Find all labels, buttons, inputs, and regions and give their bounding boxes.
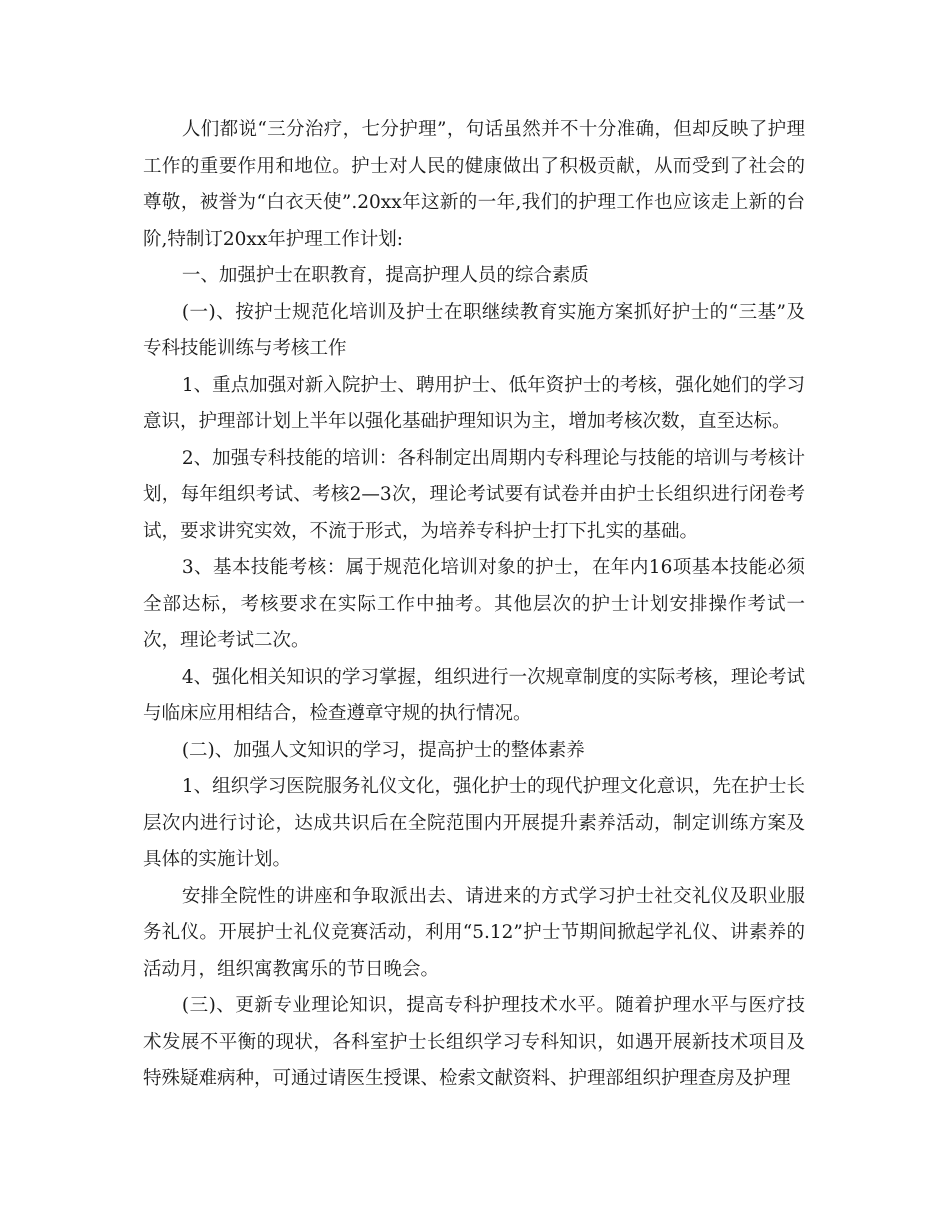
list-item-5: 1、组织学习医院服务礼仪文化，强化护士的现代护理文化意识，先在护士长层次内进行讨论，达成共识后在全院范围内开展提升素养活动，制定训练方案及具体的实施计划。 xyxy=(143,776,805,870)
subsection-heading-1: (一)、按护士规范化培训及护士在职继续教育实施方案抓好护士的“三基”及专科技能训练与考核工作 xyxy=(143,301,805,359)
list-item-2: 2、加强专科技能的培训：各科制定出周期内专科理论与技能的培训与考核计划，每年组织考试、考核2—3次，理论考试要有试卷并由护士长组织进行闭卷考试，要求讲究实效，不流于形式，为培养专科护士打下扎实的基础。 xyxy=(143,447,805,542)
subsection-heading-2: (二)、加强人文知识的学习，提高护士的整体素养 xyxy=(181,739,585,761)
subsection-heading-3: (三)、更新专业理论知识，提高专科护理技术水平。随着护理水平与医疗技术发展不平衡的现状，各科室护士长组织学习专科知识，如遇开展新技术项目及特殊疑难病种，可通过请医生授课、检索文献资料、护理部组织护理查房及护理 xyxy=(143,995,805,1089)
list-item-3: 3、基本技能考核：属于规范化培训对象的护士，在年内16项基本技能必须全部达标，考核要求在实际工作中抽考。其他层次的护士计划安排操作考试一次，理论考试二次。 xyxy=(143,557,805,651)
intro-paragraph: 人们都说“三分治疗，七分护理”，句话虽然并不十分准确，但却反映了护理工作的重要作用和地位。护士对人民的健康做出了积极贡献，从而受到了社会的尊敬，被誉为“白衣天使”.20xx年这新的一年,我们的护理工作也应该走上新的台阶,特制订20xx年护理工作计划: xyxy=(143,119,805,250)
body-paragraph: 安排全院性的讲座和争取派出去、请进来的方式学习护士社交礼仪及职业服务礼仪。开展护士礼仪竞赛活动，利用“5.12”护士节期间掀起学礼仪、讲素养的活动月，组织寓教寓乐的节日晚会。 xyxy=(143,885,805,980)
document-body xyxy=(143,112,805,1098)
section-heading-1: 一、加强护士在职教育，提高护理人员的综合素质 xyxy=(181,265,589,286)
list-item-1: 1、重点加强对新入院护士、聘用护士、低年资护士的考核，强化她们的学习意识，护理部计划上半年以强化基础护理知识为主，增加考核次数，直至达标。 xyxy=(143,374,805,432)
list-item-4: 4、强化相关知识的学习掌握，组织进行一次规章制度的实际考核，理论考试与临床应用相结合，检查遵章守规的执行情况。 xyxy=(143,666,805,724)
